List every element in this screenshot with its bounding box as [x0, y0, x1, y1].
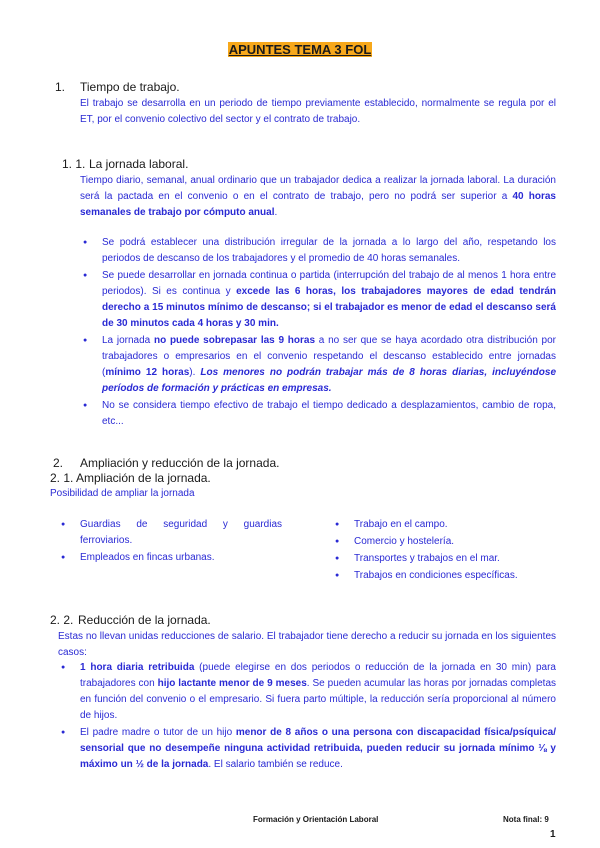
- list-item: ● Se podrá establecer una distribución irregular de la jornada a lo largo del año, respetando los periodos de descanso de los trabajadores y el promedio de 40 horas semanales.: [80, 235, 556, 267]
- list-item: ● 1 hora diaria retribuida (puede elegirse en dos periodos o reducción de la jornada en 30 min) para trabajadores con hijo lactante menor de 9 meses. Se pueden acumular las horas por jornadas completas en función del convenio o el empresario. Si fuera parto múltiple, la reducción sería proporcional al número de hijos.: [58, 660, 556, 724]
- title-text: APUNTES TEMA 3 FOL: [228, 42, 372, 57]
- list-item: ● La jornada no puede sobrepasar las 9 horas a no ser que se haya acordado otra distribución por trabajadores o empresarios en el convenio respetando el descanso establecido entre jornadas (mínimo 12 horas). Los menores no podrán trabajar más de 8 horas diarias, incluyéndose períodos de formación y prácticas en empresas.: [80, 333, 556, 397]
- ampliacion-left-list: [58, 517, 282, 567]
- list-item: ● Guardias de seguridad y guardias ferroviarios.: [58, 517, 282, 549]
- jornada-list: [80, 235, 556, 431]
- section-2-heading: Ampliación y reducción de la jornada.: [80, 456, 280, 470]
- section-2-1-intro: Posibilidad de ampliar la jornada: [50, 488, 195, 499]
- section-1-1-number: 1. 1.: [62, 157, 86, 171]
- section-1-text: El trabajo se desarrolla en un periodo de tiempo previamente establecido, normalmente se regula por el ET, por el convenio colectivo del sector y el contrato de trabajo.: [80, 98, 556, 125]
- section-2-number: 2.: [53, 456, 64, 470]
- page-number: 1: [550, 829, 556, 840]
- footer-grade: Nota final: 9: [503, 815, 549, 824]
- section-2-1-number: 2. 1.: [50, 471, 74, 485]
- list-item: ● Transportes y trabajos en el mar.: [332, 551, 572, 567]
- section-1-number: 1.: [55, 80, 66, 94]
- section-2-2-number: 2. 2.: [50, 613, 74, 627]
- list-item: ● Se puede desarrollar en jornada continua o partida (interrupción del trabajo de al menos 1 hora entre periodos). Si es continua y excede las 6 horas, los trabajadores mayores de edad tendrán derecho a 15 minutos mínimo de descanso; si el trabajador es menor de edad el descanso será de 30 minutos cada 4 horas y 30 min.: [80, 268, 556, 332]
- section-1-1-text: Tiempo diario, semanal, anual ordinario que un trabajador dedica a realizar la jornada laboral. La duración será la pactada en el convenio o en el contrato de trabajo, pero no podrá ser superior a 40 horas semanales de trabajo por cómputo anual.: [80, 175, 556, 218]
- section-1-heading: Tiempo de trabajo.: [80, 80, 180, 94]
- section-2-2-intro: Estas no llevan unidas reducciones de salario. El trabajador tiene derecho a reducir su jornada en los siguientes casos:: [58, 631, 556, 658]
- list-item: ● No se considera tiempo efectivo de trabajo el tiempo dedicado a desplazamientos, cambio de ropa, etc...: [80, 398, 556, 430]
- section-2-1-heading: Ampliación de la jornada.: [76, 471, 211, 485]
- list-item: ● El padre madre o tutor de un hijo menor de 8 años o una persona con discapacidad física/psíquica/ sensorial que no desempeñe ninguna actividad retribuida, pueden reducir su jornada mínimo ⅛ y máximo un ½ de la jornada. El salario también se reduce.: [58, 725, 556, 773]
- list-item: ● Empleados en fincas urbanas.: [58, 550, 282, 566]
- section-1-1-heading: La jornada laboral.: [89, 157, 189, 171]
- list-item: ● Trabajo en el campo.: [332, 517, 572, 533]
- section-2-2-heading: Reducción de la jornada.: [78, 613, 211, 627]
- reduccion-list: [58, 660, 556, 774]
- page-title: [0, 42, 600, 57]
- footer-subject: Formación y Orientación Laboral: [253, 815, 379, 824]
- list-item: ● Trabajos en condiciones específicas.: [332, 568, 572, 584]
- list-item: ● Comercio y hostelería.: [332, 534, 572, 550]
- ampliacion-right-list: [332, 517, 572, 585]
